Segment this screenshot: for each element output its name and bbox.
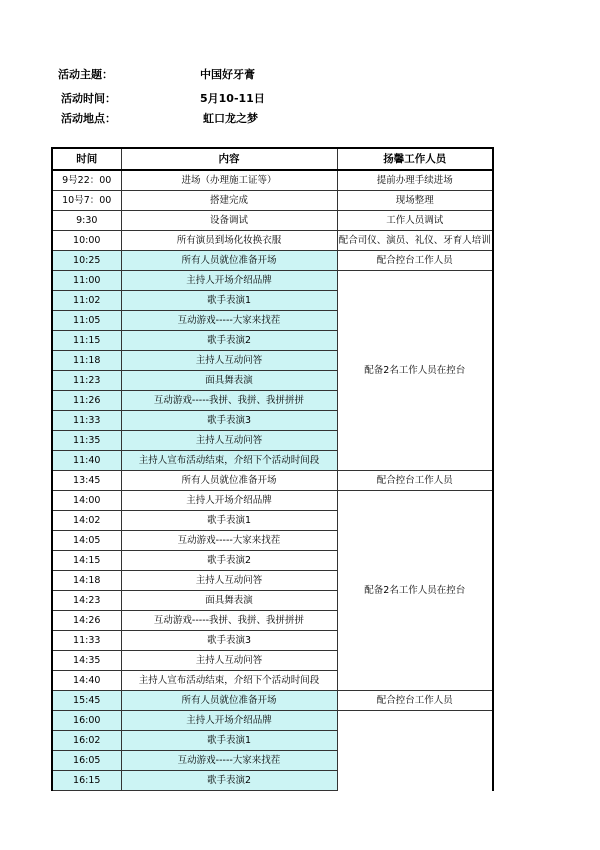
content-cell: 设备调试: [121, 211, 337, 231]
staff-cell: 配备2名工作人员在控台: [337, 491, 493, 691]
time-cell: 11:23: [52, 371, 121, 391]
table-row: [52, 271, 493, 291]
table-row: [52, 170, 493, 191]
content-cell: 主持人互动问答: [121, 571, 337, 591]
content-cell: 歌手表演2: [121, 331, 337, 351]
place-label: 活动地点：: [61, 112, 116, 125]
time-label: 活动时间：: [61, 92, 116, 105]
staff-cell: 配合控台工作人员: [337, 251, 493, 271]
time-cell: 15:45: [52, 691, 121, 711]
schedule-table: [51, 147, 494, 791]
time-cell: 11:18: [52, 351, 121, 371]
time-cell: 14:35: [52, 651, 121, 671]
staff-cell: 配合司仪、演员、礼仪、牙育人培训: [337, 231, 493, 251]
content-cell: 主持人互动问答: [121, 431, 337, 451]
staff-cell: 工作人员调试: [337, 211, 493, 231]
table-row: [52, 711, 493, 731]
content-cell: 主持人开场介绍品牌: [121, 491, 337, 511]
time-cell: 11:33: [52, 631, 121, 651]
staff-cell: 配备2名工作人员在控台: [337, 271, 493, 471]
time-cell: 11:02: [52, 291, 121, 311]
content-cell: 面具舞表演: [121, 591, 337, 611]
content-cell: 互动游戏-----大家来找茬: [121, 751, 337, 771]
content-cell: 所有人员就位准备开场: [121, 691, 337, 711]
content-cell: 面具舞表演: [121, 371, 337, 391]
staff-cell: 现场整理: [337, 191, 493, 211]
table-row: [52, 491, 493, 511]
time-cell: 11:05: [52, 311, 121, 331]
theme-label: 活动主题：: [58, 68, 113, 81]
staff-cell: [337, 711, 493, 791]
table-row: [52, 191, 493, 211]
theme-value: 中国好牙膏: [200, 68, 255, 81]
column-header-staff: 扬馨工作人员: [337, 148, 493, 170]
time-cell: 11:35: [52, 431, 121, 451]
column-header-time: 时间: [52, 148, 121, 170]
time-cell: 14:18: [52, 571, 121, 591]
content-cell: 主持人互动问答: [121, 651, 337, 671]
content-cell: 所有人员就位准备开场: [121, 251, 337, 271]
content-cell: 主持人开场介绍品牌: [121, 271, 337, 291]
table-row: [52, 211, 493, 231]
place-value: 虹口龙之梦: [203, 112, 258, 125]
table-row: [52, 231, 493, 251]
content-cell: 所有人员就位准备开场: [121, 471, 337, 491]
content-cell: 歌手表演2: [121, 551, 337, 571]
content-cell: 主持人互动问答: [121, 351, 337, 371]
content-cell: 歌手表演1: [121, 291, 337, 311]
content-cell: 歌手表演1: [121, 511, 337, 531]
staff-cell: 配合控台工作人员: [337, 471, 493, 491]
table-row: [52, 471, 493, 491]
content-cell: 歌手表演1: [121, 731, 337, 751]
time-cell: 16:05: [52, 751, 121, 771]
time-cell: 11:15: [52, 331, 121, 351]
time-cell: 10:00: [52, 231, 121, 251]
time-cell: 16:00: [52, 711, 121, 731]
staff-cell: 提前办理手续进场: [337, 170, 493, 191]
time-cell: 14:40: [52, 671, 121, 691]
time-cell: 10:25: [52, 251, 121, 271]
content-cell: 主持人宣布活动结束，介绍下个活动时间段: [121, 451, 337, 471]
content-cell: 进场（办理施工证等）: [121, 170, 337, 191]
content-cell: 主持人开场介绍品牌: [121, 711, 337, 731]
time-value: 5月10-11日: [200, 92, 265, 105]
table-row: [52, 691, 493, 711]
time-cell: 11:00: [52, 271, 121, 291]
time-cell: 14:23: [52, 591, 121, 611]
time-cell: 9:30: [52, 211, 121, 231]
time-cell: 13:45: [52, 471, 121, 491]
table-header-row: [52, 148, 493, 170]
time-cell: 14:05: [52, 531, 121, 551]
time-cell: 16:15: [52, 771, 121, 791]
time-cell: 11:40: [52, 451, 121, 471]
time-cell: 16:02: [52, 731, 121, 751]
content-cell: 歌手表演3: [121, 411, 337, 431]
content-cell: 主持人宣布活动结束，介绍下个活动时间段: [121, 671, 337, 691]
time-cell: 9号22：00: [52, 170, 121, 191]
content-cell: 搭建完成: [121, 191, 337, 211]
time-cell: 14:15: [52, 551, 121, 571]
time-cell: 14:02: [52, 511, 121, 531]
time-cell: 11:33: [52, 411, 121, 431]
content-cell: 所有演员到场化妆换衣服: [121, 231, 337, 251]
content-cell: 互动游戏-----大家来找茬: [121, 311, 337, 331]
time-cell: 14:00: [52, 491, 121, 511]
content-cell: 互动游戏-----大家来找茬: [121, 531, 337, 551]
column-header-content: 内容: [121, 148, 337, 170]
content-cell: 互动游戏-----我拼、我拼、我拼拼拼: [121, 391, 337, 411]
table-row: [52, 251, 493, 271]
content-cell: 互动游戏-----我拼、我拼、我拼拼拼: [121, 611, 337, 631]
time-cell: 10号7：00: [52, 191, 121, 211]
staff-cell: 配合控台工作人员: [337, 691, 493, 711]
time-cell: 14:26: [52, 611, 121, 631]
content-cell: 歌手表演3: [121, 631, 337, 651]
content-cell: 歌手表演2: [121, 771, 337, 791]
time-cell: 11:26: [52, 391, 121, 411]
